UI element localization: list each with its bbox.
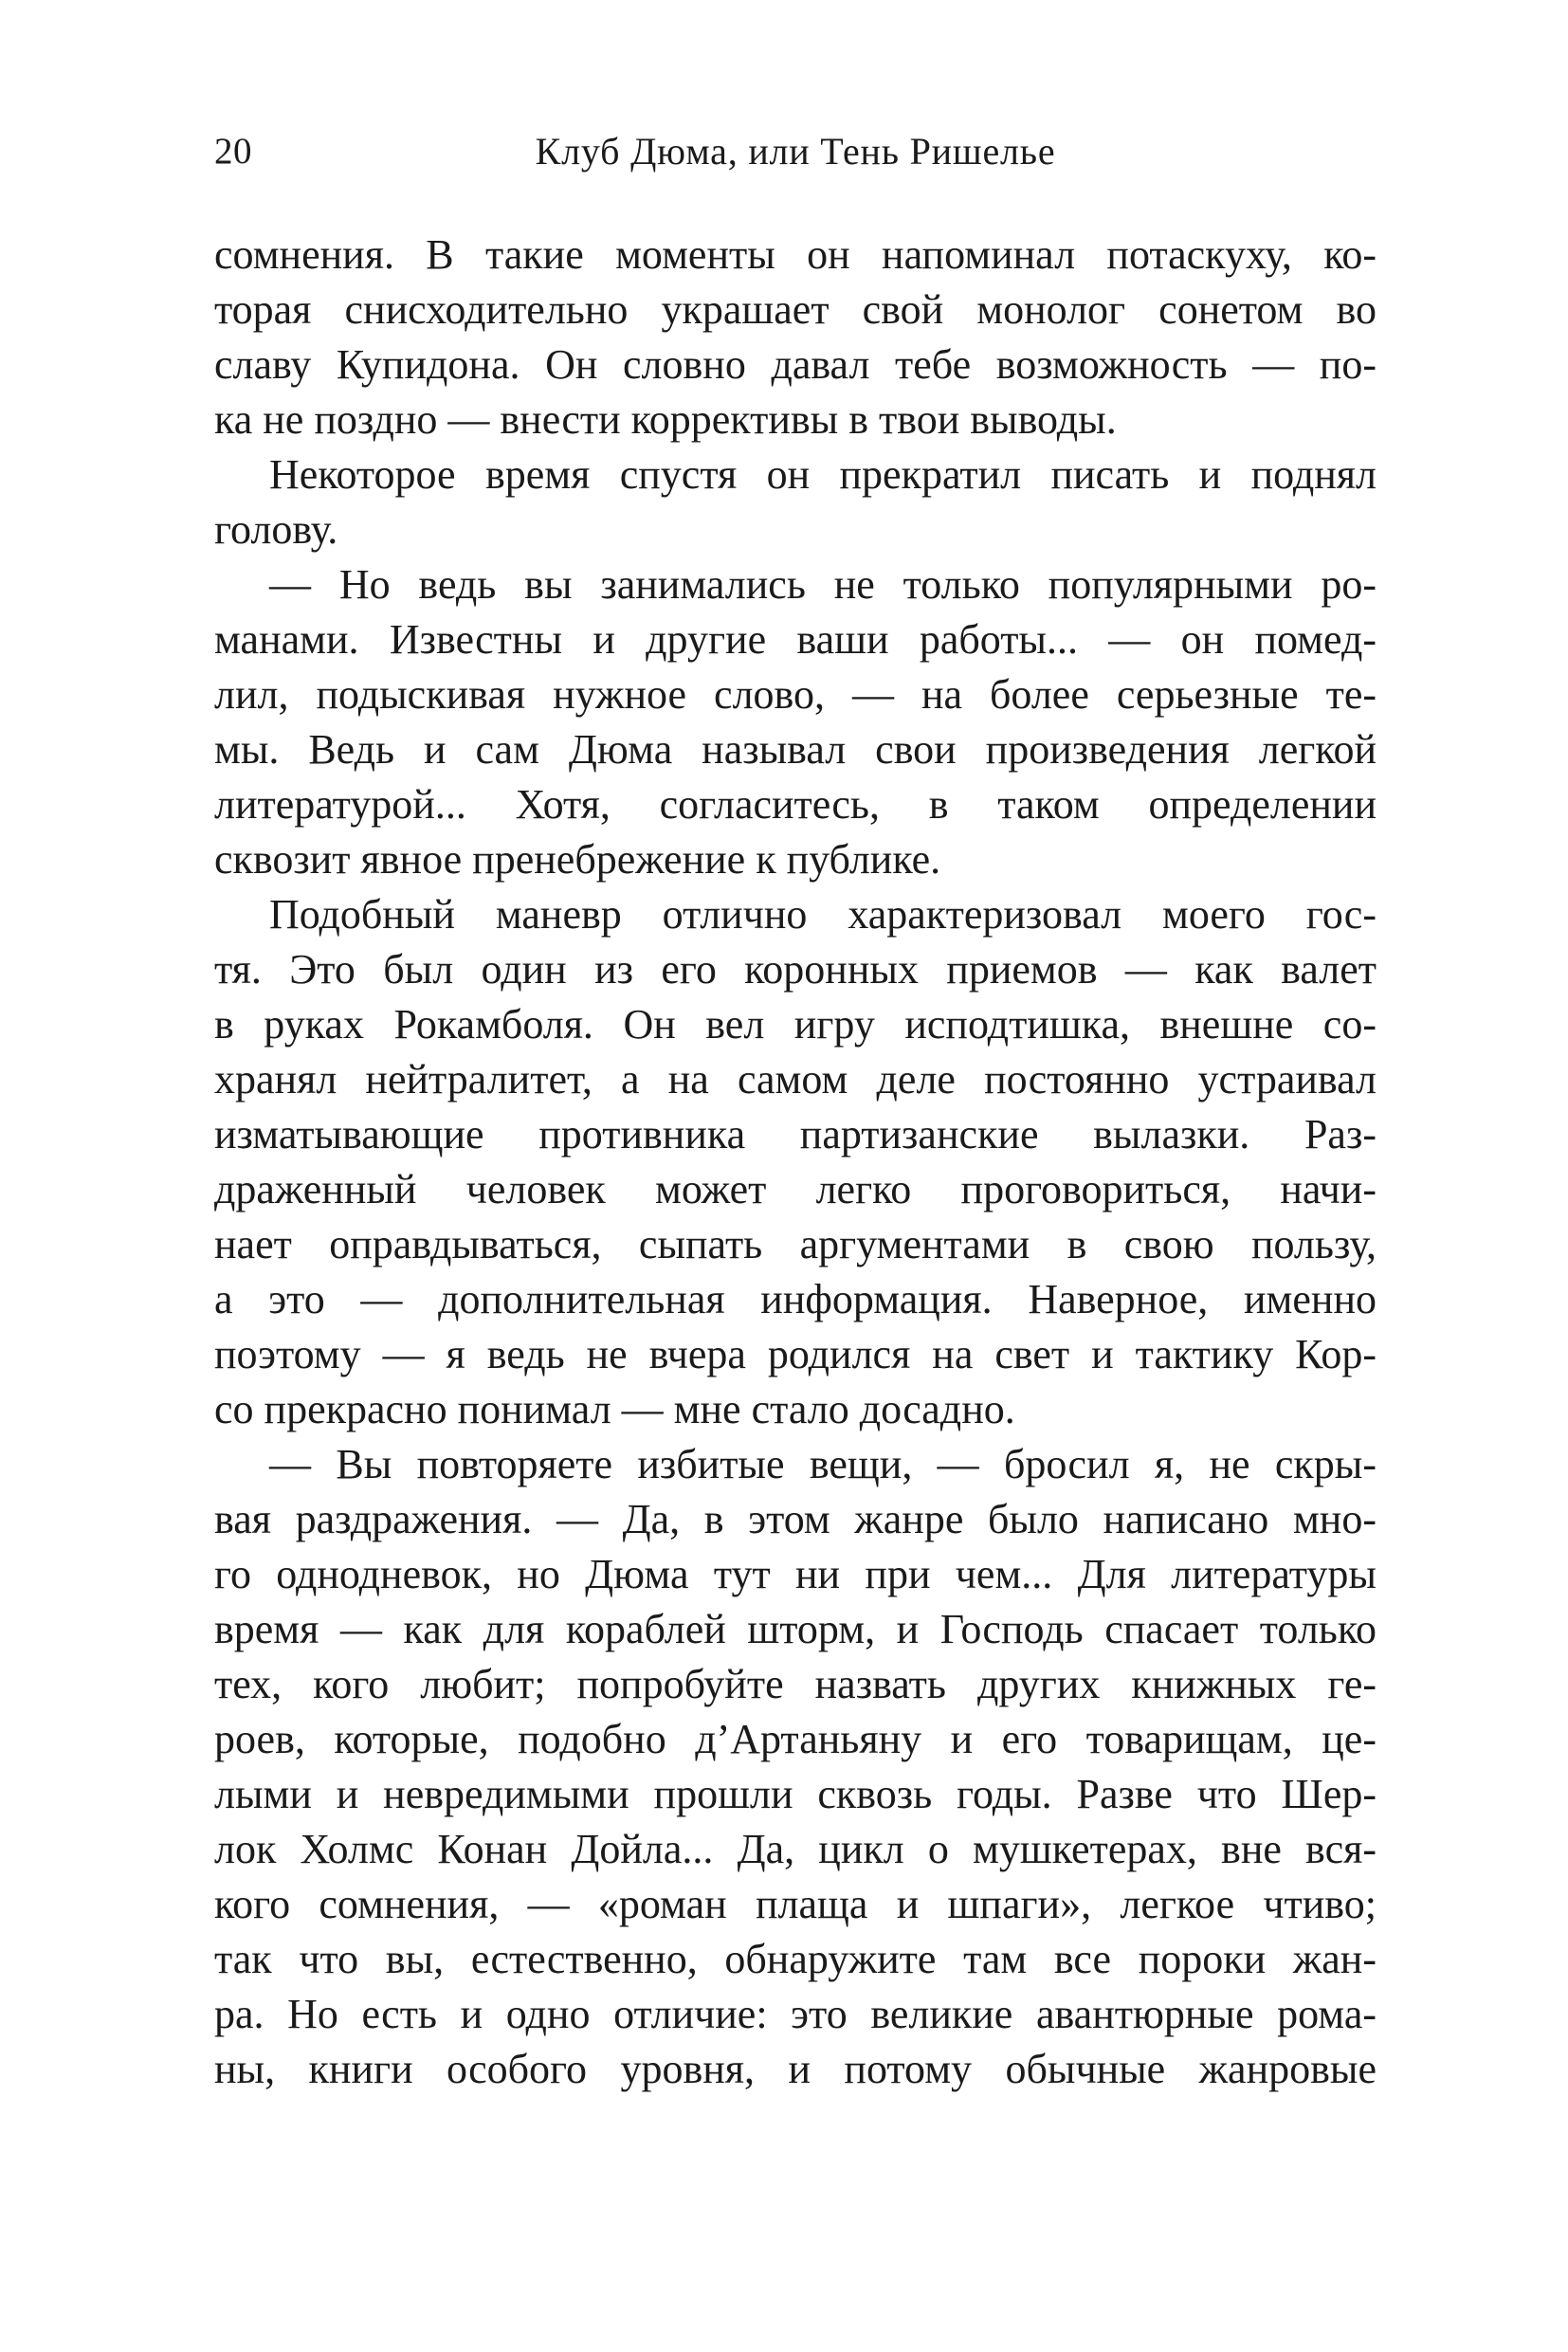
text-line: Некоторое время спустя он прекратил писать и поднял	[269, 451, 1377, 498]
body-text	[214, 228, 1377, 2097]
text-line: время — как для кораблей шторм, и Господь спасает только	[214, 1606, 1377, 1652]
text-line: мы. Ведь и сам Дюма называл свои произведения легкой	[214, 726, 1377, 773]
text-line: сомнения. В такие моменты он напоминал потаскуху, ко-	[214, 231, 1377, 278]
page-number: 20	[214, 131, 252, 172]
text-line: лил, подыскивая нужное слово, — на более серьезные те-	[214, 671, 1377, 718]
text-line: сквозит явное пренебрежение к публике.	[214, 836, 941, 883]
text-line: хранял нейтралитет, а на самом деле постоянно устраивал	[214, 1056, 1377, 1103]
text-line: манами. Известны и другие ваши работы... — он помед-	[214, 616, 1377, 663]
text-line: торая снисходительно украшает свой монолог сонетом во	[214, 286, 1377, 333]
book-title: Клуб Дюма, или Тень Ришелье	[535, 130, 1056, 173]
text-line: — Вы повторяете избитые вещи, — бросил я, не скры-	[269, 1441, 1377, 1487]
text-line: лыми и невредимыми прошли сквозь годы. Разве что Шер-	[214, 1771, 1377, 1817]
text-line: ка не поздно — внести коррективы в твои выводы.	[214, 396, 1117, 443]
text-line: го однодневок, но Дюма тут ни при чем... Для литературы	[214, 1551, 1377, 1597]
text-line: литературой... Хотя, согласитесь, в таком определении	[214, 781, 1377, 828]
running-head	[214, 128, 1377, 175]
text-line: а это — дополнительная информация. Наверное, именно	[214, 1276, 1377, 1322]
text-line: в руках Рокамболя. Он вел игру исподтишка, внешне со-	[214, 1001, 1377, 1048]
text-line: нает оправдываться, сыпать аргументами в свою пользу,	[214, 1221, 1377, 1267]
text-line: лок Холмс Конан Дойла... Да, цикл о мушкетерах, вне вся-	[214, 1826, 1377, 1872]
text-line: ра. Но есть и одно отличие: это великие авантюрные рома-	[214, 1991, 1377, 2037]
text-line: роев, которые, подобно д’Артаньяну и его товарищам, це-	[214, 1716, 1377, 1762]
text-line: кого сомнения, — «роман плаща и шпаги», легкое чтиво;	[214, 1881, 1377, 1927]
text-line: вая раздражения. — Да, в этом жанре было написано мно-	[214, 1496, 1377, 1542]
text-line: тех, кого любит; попробуйте назвать других книжных ге-	[214, 1661, 1377, 1707]
text-line: Подобный маневр отлично характеризовал моего гос-	[269, 891, 1377, 938]
text-line: голову.	[214, 506, 338, 553]
text-line: ны, книги особого уровня, и потому обычные жанровые	[214, 2046, 1377, 2092]
text-line: драженный человек может легко проговориться, начи-	[214, 1166, 1377, 1212]
text-line: славу Купидона. Он словно давал тебе возможность — по-	[214, 341, 1377, 388]
text-line: поэтому — я ведь не вчера родился на свет и тактику Кор-	[214, 1331, 1377, 1377]
text-line: со прекрасно понимал — мне стало досадно.	[214, 1386, 1015, 1432]
text-line: так что вы, естественно, обнаружите там все пороки жан-	[214, 1936, 1377, 1982]
text-line: изматывающие противника партизанские вылазки. Раз-	[214, 1111, 1377, 1158]
text-line: тя. Это был один из его коронных приемов — как валет	[214, 946, 1377, 993]
text-line: — Но ведь вы занимались не только популярными ро-	[269, 561, 1377, 608]
